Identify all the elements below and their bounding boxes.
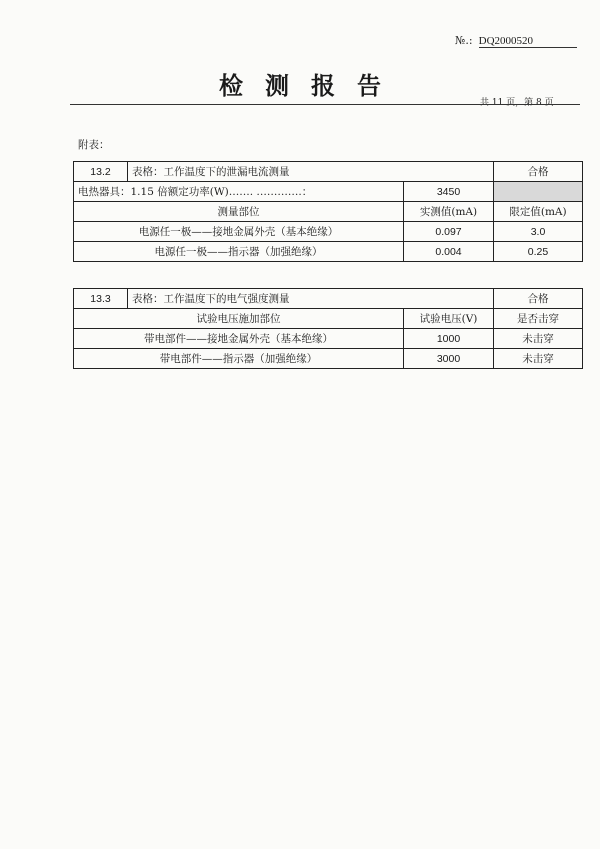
table-title: 表格：工作温度下的泄漏电流测量 — [128, 162, 494, 182]
measure-position: 电源任一极——指示器（加强绝缘） — [74, 242, 404, 262]
power-value: 3450 — [404, 182, 494, 202]
column-header: 是否击穿 — [494, 309, 583, 329]
verdict: 合格 — [494, 162, 583, 182]
limit-value: 3.0 — [494, 222, 583, 242]
clause-number: 13.2 — [74, 162, 128, 182]
page-info: 共 11 页，第 8 页 — [480, 98, 554, 108]
test-voltage: 1000 — [404, 329, 494, 349]
report-number-value: DQ2000520 — [479, 35, 577, 48]
electric-strength-table — [73, 288, 583, 369]
table-row — [74, 242, 583, 262]
breakdown-result: 未击穿 — [494, 349, 583, 369]
clause-number: 13.3 — [74, 289, 128, 309]
column-header: 限定值(mA) — [494, 202, 583, 222]
table-row — [74, 309, 583, 329]
power-label: 电热器具：1.15 倍额定功率(W)……. ………….： — [74, 182, 404, 202]
test-voltage: 3000 — [404, 349, 494, 369]
leakage-current-table — [73, 161, 583, 262]
shaded-cell — [494, 182, 583, 202]
table-title: 表格：工作温度下的电气强度测量 — [128, 289, 494, 309]
limit-value: 0.25 — [494, 242, 583, 262]
header-divider — [70, 104, 580, 105]
table-row — [74, 222, 583, 242]
report-number-label: №.: — [455, 34, 473, 47]
column-header: 实测值(mA) — [404, 202, 494, 222]
table-row — [74, 289, 583, 309]
measured-value: 0.004 — [404, 242, 494, 262]
breakdown-result: 未击穿 — [494, 329, 583, 349]
measured-value: 0.097 — [404, 222, 494, 242]
table-row — [74, 329, 583, 349]
table-row — [74, 202, 583, 222]
verdict: 合格 — [494, 289, 583, 309]
attachment-label: 附表： — [78, 139, 110, 151]
column-header: 测量部位 — [74, 202, 404, 222]
measure-position: 电源任一极——接地金属外壳（基本绝缘） — [74, 222, 404, 242]
column-header: 试验电压(V) — [404, 309, 494, 329]
page-title: 检测报告 — [219, 71, 403, 100]
test-position: 带电部件——指示器（加强绝缘） — [74, 349, 404, 369]
table-row — [74, 182, 583, 202]
table-row — [74, 162, 583, 182]
report-number — [455, 34, 577, 48]
column-header: 试验电压施加部位 — [74, 309, 404, 329]
test-position: 带电部件——接地金属外壳（基本绝缘） — [74, 329, 404, 349]
table-row — [74, 349, 583, 369]
